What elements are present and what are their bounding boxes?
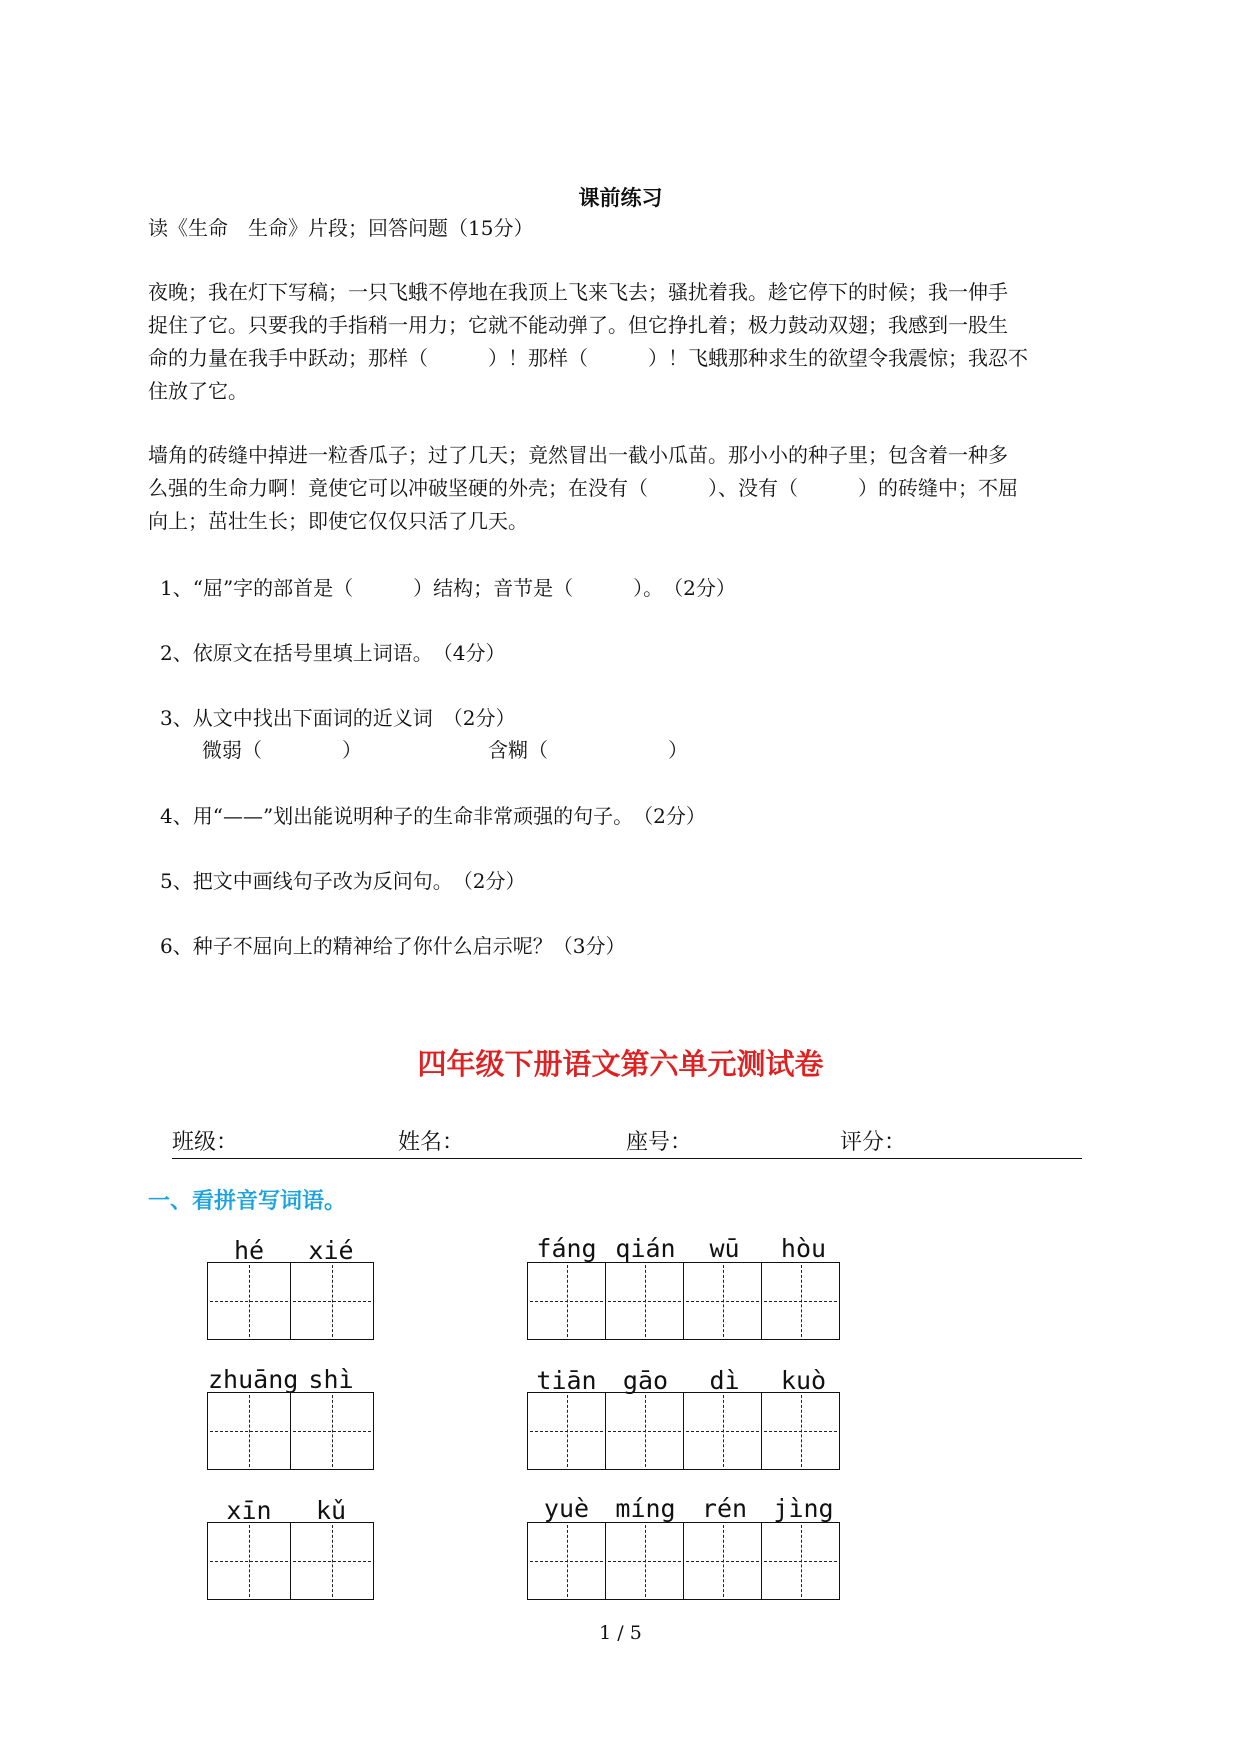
writing-cell[interactable] (762, 1523, 839, 1599)
writing-cell[interactable] (762, 1393, 839, 1469)
pinyin-syllable: kuò (780, 1366, 827, 1395)
question-6: 6、种子不屈向上的精神给了你什么启示呢？（3分） (160, 934, 626, 958)
writing-grid[interactable] (527, 1522, 840, 1600)
question-3-item-vague: 含糊（ ） (488, 738, 688, 762)
question-3-item-weak: 微弱（ ） (202, 738, 362, 762)
writing-cell[interactable] (208, 1393, 291, 1469)
page-number: 1 / 5 (599, 1622, 642, 1644)
writing-cell[interactable] (291, 1263, 373, 1339)
pinyin-syllable: shì (308, 1365, 354, 1394)
question-4: 4、用“——”划出能说明种子的生命非常顽强的句子。 （2分） (160, 804, 706, 828)
writing-cell[interactable] (208, 1263, 291, 1339)
pinyin-syllable: fáng (536, 1234, 597, 1263)
writing-cell[interactable] (684, 1263, 762, 1339)
pinyin-syllable: gāo (622, 1366, 669, 1395)
pinyin-syllable: míng (615, 1494, 676, 1523)
pinyin-row (527, 1234, 843, 1263)
writing-grid[interactable] (207, 1522, 374, 1600)
seat-label: 座号： (626, 1130, 693, 1155)
pinyin-syllable: kǔ (315, 1496, 347, 1525)
writing-cell[interactable] (684, 1523, 762, 1599)
writing-cell[interactable] (606, 1523, 684, 1599)
writing-grid[interactable] (527, 1262, 840, 1340)
writing-cell[interactable] (528, 1393, 606, 1469)
paragraph-line: 命的力量在我手中跃动；那样（ ）！那样（ ）！飞蛾那种求生的欲望令我震惊；我忍不 (148, 346, 1028, 370)
pinyin-row (208, 1365, 372, 1394)
writing-cell[interactable] (291, 1393, 373, 1469)
paragraph-line: 住放了它。 (148, 379, 248, 403)
exercise-intro: 读《生命 生命》片段；回答问题（15分） (148, 216, 534, 240)
writing-cell[interactable] (684, 1393, 762, 1469)
pinyin-syllable: hòu (780, 1234, 827, 1263)
class-label: 班级： (172, 1130, 239, 1155)
paragraph-line: 捉住了它。只要我的手指稍一用力；它就不能动弹了。但它挣扎着；极力鼓动双翅；我感到一股生 (148, 313, 1008, 337)
pinyin-syllable: zhuāng (208, 1365, 299, 1394)
question-3: 3、从文中找出下面词的近义词 （2分） (160, 706, 516, 730)
question-5: 5、把文中画线句子改为反问句。 （2分） (160, 869, 526, 893)
pinyin-syllable: qián (615, 1234, 676, 1263)
exercise-title: 课前练习 (578, 185, 663, 210)
paragraph-line: 向上；茁壮生长；即使它仅仅只活了几天。 (148, 509, 528, 533)
student-info-line (172, 1125, 1082, 1159)
question-2: 2、依原文在括号里填上词语。 （4分） (160, 641, 506, 665)
test-title: 四年级下册语文第六单元测试卷 (417, 1047, 824, 1081)
writing-grid[interactable] (207, 1262, 374, 1340)
writing-cell[interactable] (291, 1523, 373, 1599)
reading-paragraph-1 (148, 276, 1108, 408)
pinyin-syllable: wū (709, 1234, 740, 1263)
writing-cell[interactable] (606, 1393, 684, 1469)
writing-cell[interactable] (762, 1263, 839, 1339)
pinyin-syllable: rén (701, 1494, 748, 1523)
pinyin-syllable: xié (308, 1236, 354, 1265)
pinyin-row (208, 1496, 372, 1525)
pinyin-syllable: xīn (226, 1496, 272, 1525)
score-label: 评分： (840, 1130, 907, 1155)
section-1-heading: 一、看拼音写词语。 (148, 1189, 347, 1214)
writing-grid[interactable] (527, 1392, 840, 1470)
name-label: 姓名： (398, 1130, 465, 1155)
pinyin-syllable: jìng (773, 1494, 834, 1523)
paragraph-line: 墙角的砖缝中掉进一粒香瓜子；过了几天；竟然冒出一截小瓜苗。那小小的种子里；包含着一种多 (148, 443, 1008, 467)
writing-cell[interactable] (208, 1523, 291, 1599)
pinyin-syllable: yuè (543, 1494, 590, 1523)
pinyin-row (527, 1366, 843, 1395)
writing-cell[interactable] (606, 1263, 684, 1339)
question-1: 1、“屈”字的部首是（ ）结构；音节是（ ）。 （2分） (160, 576, 736, 600)
writing-cell[interactable] (528, 1523, 606, 1599)
pinyin-row (527, 1494, 843, 1523)
paragraph-line: 夜晚；我在灯下写稿；一只飞蛾不停地在我顶上飞来飞去；骚扰着我。趁它停下的时候；我一伸手 (148, 280, 1008, 304)
pinyin-syllable: tiān (536, 1366, 597, 1395)
pinyin-syllable: dì (709, 1366, 740, 1395)
writing-cell[interactable] (528, 1263, 606, 1339)
reading-paragraph-2 (148, 439, 1108, 538)
pinyin-row (208, 1236, 372, 1265)
pinyin-syllable: hé (233, 1236, 265, 1265)
writing-grid[interactable] (207, 1392, 374, 1470)
paragraph-line: 么强的生命力啊！竟使它可以冲破坚硬的外壳；在没有（ ）、没有（ ）的砖缝中；不屈 (148, 476, 1018, 500)
